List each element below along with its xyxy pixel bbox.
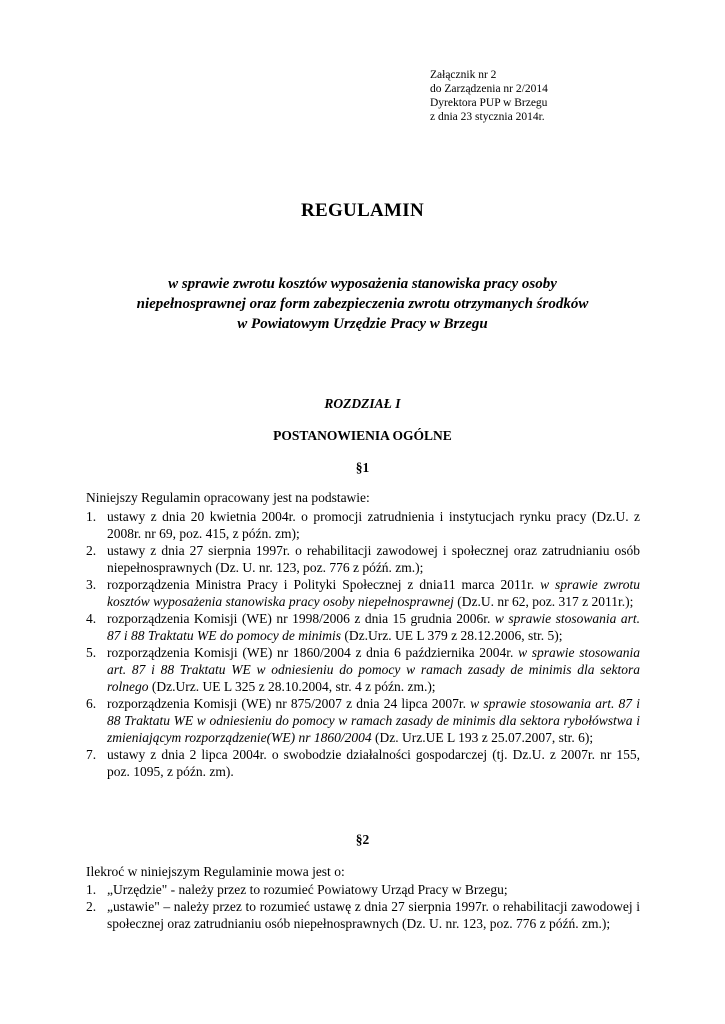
section-1-list <box>86 508 640 780</box>
list-item <box>86 898 640 932</box>
list-item <box>86 542 640 576</box>
item-text: rozporządzenia Komisji (WE) nr 1998/2006 z dnia 15 grudnia 2006r. <box>107 611 495 626</box>
annex-line: Załącznik nr 2 <box>430 69 497 81</box>
subtitle-line: w sprawie zwrotu kosztów wyposażenia stanowiska pracy osoby <box>168 276 557 292</box>
item-text-tail: (Dz.U. nr 62, poz. 317 z 2011r.); <box>453 594 634 609</box>
section-2-mark: §2 <box>355 832 370 847</box>
item-number: 6. <box>86 696 97 711</box>
item-title-italic: w sprawie stosowania art. 87 i 88 Traktatu WE w odniesieniu do pomocy w ramach zasady de minimis dla sektora rolnego <box>107 645 640 694</box>
document-subtitle <box>80 274 645 334</box>
item-number: 5. <box>86 645 97 660</box>
list-item <box>86 576 640 610</box>
list-item <box>86 644 640 695</box>
section-2-intro: Ilekroć w niniejszym Regulaminie mowa jest o: <box>86 864 345 879</box>
item-text: rozporządzenia Ministra Pracy i Polityki Społecznej z dnia11 marca 2011r. <box>107 577 541 592</box>
item-text: ustawy z dnia 2 lipca 2004r. o swobodzie działalności gospodarczej (tj. Dz.U. z 2007r. nr 155, poz. 1095, z późn. zm). <box>107 747 640 779</box>
item-text: „ustawie" – należy przez to rozumieć ustawę z dnia 27 sierpnia 1997r. o rehabilitacji zawodowej i społecznej oraz zatrudnianiu osób niepełnosprawnych (Dz. U. nr. 123, poz. 776 z późń. zm.); <box>107 899 640 931</box>
chapter-label: ROZDZIAŁ I <box>324 396 401 411</box>
item-text-tail: (Dz. Urz.UE L 193 z 25.07.2007, str. 6); <box>371 730 594 745</box>
section-2-list <box>86 881 640 932</box>
item-title-italic: w sprawie stosowania art. 87 i 88 Traktatu WE do pomocy de minimis <box>107 611 640 643</box>
item-text-tail: (Dz.Urz. UE L 379 z 28.12.2006, str. 5); <box>340 628 563 643</box>
item-text: ustawy z dnia 27 sierpnia 1997r. o rehabilitacji zawodowej i społecznej oraz zatrudnianiu osób niepełnosprawnych (Dz. U. nr. 123, poz. 776 z późń. zm.); <box>107 543 640 575</box>
item-text: ustawy z dnia 20 kwietnia 2004r. o promocji zatrudnienia i instytucjach rynku pracy (Dz.U. z 2008r. nr 69, poz. 415, z późn. zm); <box>107 509 640 541</box>
chapter-name: POSTANOWIENIA OGÓLNE <box>273 428 452 443</box>
list-item <box>86 610 640 644</box>
item-text: rozporządzenia Komisji (WE) nr 1860/2004 z dnia 6 października 2004r. <box>107 645 519 660</box>
subtitle-line: niepełnosprawnej oraz form zabezpieczenia zwrotu otrzymanych środków <box>136 296 589 312</box>
item-number: 2. <box>86 899 97 914</box>
annex-line: Dyrektora PUP w Brzegu <box>430 97 548 109</box>
item-number: 1. <box>86 882 97 897</box>
annex-header <box>430 68 548 124</box>
item-number: 4. <box>86 611 97 626</box>
document-title: REGULAMIN <box>300 200 425 221</box>
list-item <box>86 746 640 780</box>
item-number: 2. <box>86 543 97 558</box>
item-text: rozporządzenia Komisji (WE) nr 875/2007 z dnia 24 lipca 2007r. <box>107 696 471 711</box>
list-item <box>86 695 640 746</box>
annex-line: z dnia 23 stycznia 2014r. <box>430 111 545 123</box>
subtitle-line: w Powiatowym Urzędzie Pracy w Brzegu <box>237 316 488 332</box>
section-1-mark: §1 <box>355 460 370 475</box>
annex-line: do Zarządzenia nr 2/2014 <box>430 83 548 95</box>
item-number: 1. <box>86 509 97 524</box>
list-item <box>86 508 640 542</box>
item-text-tail: (Dz.Urz. UE L 325 z 28.10.2004, str. 4 z późn. zm.); <box>148 679 436 694</box>
item-title-italic: w sprawie zwrotu kosztów wyposażenia stanowiska pracy osoby niepełnosprawnej <box>107 577 640 609</box>
item-title-italic: w sprawie stosowania art. 87 i 88 Traktatu WE w odniesieniu do pomocy w ramach zasady de minimis dla sektora rybołówstwa i zmieniającym rozporządzenie(WE) nr 1860/2004 <box>107 696 640 745</box>
item-number: 7. <box>86 747 97 762</box>
list-item <box>86 881 640 898</box>
item-number: 3. <box>86 577 97 592</box>
item-text: „Urzędzie" - należy przez to rozumieć Powiatowy Urząd Pracy w Brzegu; <box>107 882 508 897</box>
section-1-intro: Niniejszy Regulamin opracowany jest na podstawie: <box>86 490 370 505</box>
